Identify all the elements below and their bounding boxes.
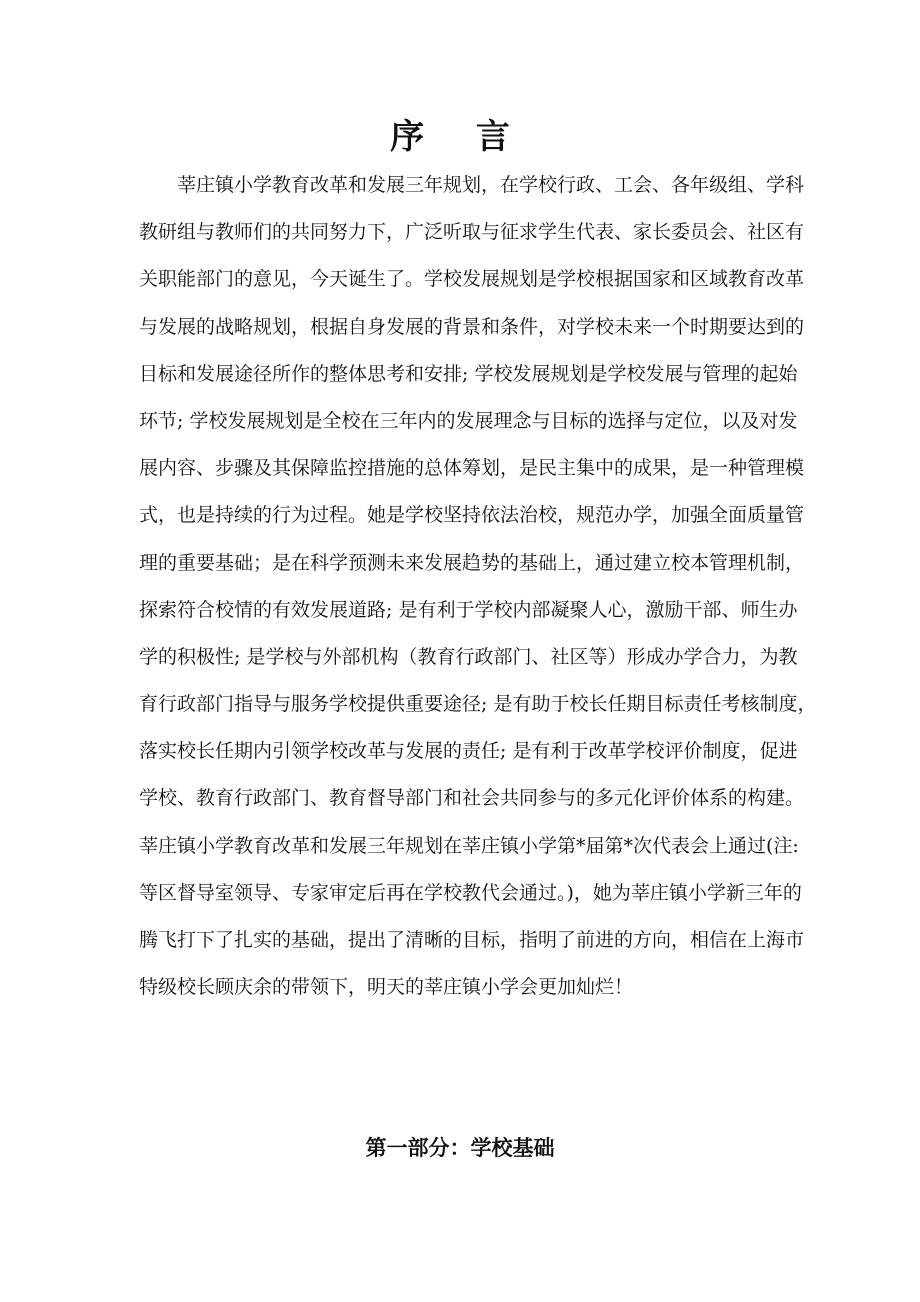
paragraph-line: 学的积极性; 是学校与外部机构（教育行政部门、社区等）形成办学合力，为教 xyxy=(139,645,798,668)
paragraph-line: 环节; 学校发展规划是全校在三年内的发展理念与目标的选择与定位，以及对发 xyxy=(139,409,798,432)
paragraph-line: 腾飞打下了扎实的基础，提出了清晰的目标，指明了前进的方向，相信在上海市 xyxy=(139,929,805,951)
paragraph-line: 落实校长任期内引领学校改革与发展的责任; 是有利于改革学校评价制度，促进 xyxy=(139,740,798,763)
paragraph-line: 等区督导室领导、专家审定后再在学校教代会通过。)，她为莘庄镇小学新三年的 xyxy=(139,881,802,904)
paragraph-line: 探索符合校情的有效发展道路; 是有利于学校内部凝聚人心，激励干部、师生办 xyxy=(139,598,798,621)
paragraph-line: 展内容、步骤及其保障监控措施的总体筹划，是民主集中的成果，是一种管理模 xyxy=(139,457,805,480)
paragraph-line: 育行政部门指导与服务学校提供重要途径; 是有助于校长任期目标责任考核制度， xyxy=(139,693,817,716)
paragraph-line: 与发展的战略规划，根据自身发展的背景和条件，对学校未来一个时期要达到的 xyxy=(139,315,805,338)
paragraph-line: 理的重要基础；是在科学预测未来发展趋势的基础上，通过建立校本管理机制， xyxy=(139,551,805,574)
paragraph-line: 关职能部门的意见，今天诞生了。学校发展规划是学校根据国家和区域教育改革 xyxy=(139,268,805,291)
paragraph-line: 学校、教育行政部门、教育督导部门和社会共同参与的多元化评价体系的构建。 xyxy=(139,787,805,810)
paragraph-line: 式，也是持续的行为过程。她是学校坚持依法治校，规范办学，加强全面质量管 xyxy=(139,504,805,527)
paragraph-line: 莘庄镇小学教育改革和发展三年规划在莘庄镇小学第*届第*次代表会上通过(注: xyxy=(139,834,799,857)
paragraph-line: 教研组与教师们的共同努力下，广泛听取与征求学生代表、家长委员会、社区有 xyxy=(139,221,805,244)
paragraph-line: 目标和发展途径所作的整体思考和安排; 学校发展规划是学校发展与管理的起始 xyxy=(139,362,798,385)
paragraph-line: 特级校长顾庆余的带领下，明天的莘庄镇小学会更加灿烂！ xyxy=(139,976,634,999)
paragraph-line: 莘庄镇小学教育改革和发展三年规划，在学校行政、工会、各年级组、学科 xyxy=(177,174,805,196)
preface-paragraph xyxy=(139,162,817,1011)
page-title: 序 言 xyxy=(390,117,530,157)
section-heading: 第一部分：学校基础 xyxy=(365,1135,555,1160)
